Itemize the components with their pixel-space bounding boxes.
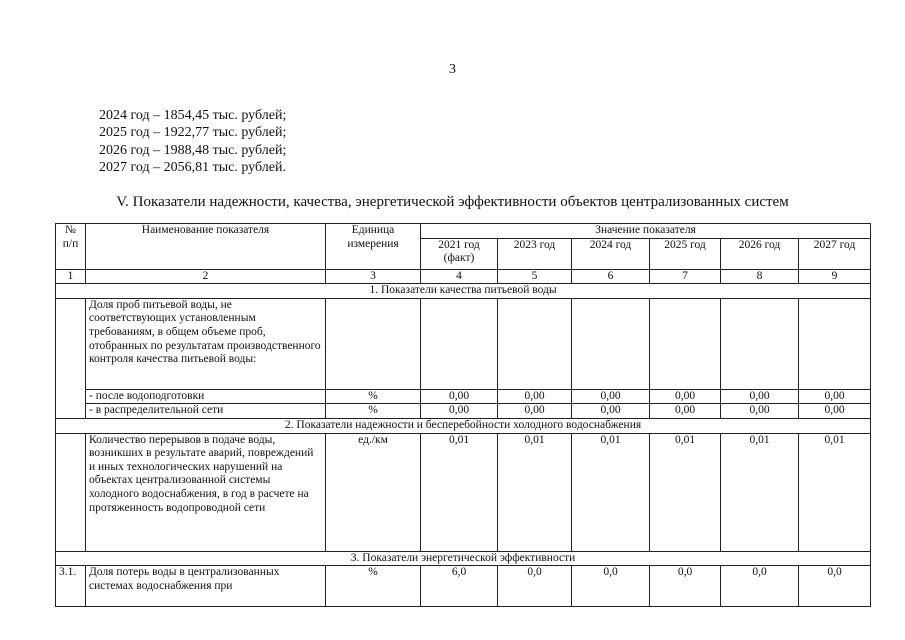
- value-cell: 0,00: [421, 389, 498, 404]
- section-heading: 1. Показатели качества питьевой воды: [56, 284, 871, 299]
- empty-cell: [421, 298, 498, 389]
- indicators-table: [55, 223, 871, 607]
- value-cell: 0,01: [721, 433, 799, 551]
- row-num: [56, 433, 86, 551]
- empty-cell: [721, 298, 799, 389]
- budget-line: 2027 год – 2056,81 тыс. рублей.: [99, 159, 286, 175]
- table-row: [56, 298, 871, 389]
- unit-cell: %: [326, 389, 421, 404]
- value-cell: 0,01: [572, 433, 650, 551]
- value-cell: 0,0: [498, 566, 572, 607]
- budget-list: [99, 107, 286, 176]
- budget-line: 2024 год – 1854,45 тыс. рублей;: [99, 108, 287, 123]
- column-number: 1: [56, 269, 86, 284]
- column-number: 6: [572, 269, 650, 284]
- value-cell: 0,00: [498, 404, 572, 419]
- header-values: Значение показателя: [421, 224, 871, 239]
- empty-cell: [498, 298, 572, 389]
- budget-line: 2025 год – 1922,77 тыс. рублей;: [99, 125, 287, 141]
- value-cell: 0,01: [799, 433, 871, 551]
- indicator-name: Доля потерь воды в централизованных системах водоснабжения при: [86, 566, 326, 607]
- value-cell: 0,00: [421, 404, 498, 419]
- unit-cell: %: [326, 404, 421, 419]
- header-year: 2023 год: [498, 238, 572, 269]
- section-heading: 3. Показатели энергетической эффективности: [56, 551, 871, 566]
- column-number: 5: [498, 269, 572, 284]
- unit-cell: ед./км: [326, 433, 421, 551]
- value-cell: 0,00: [650, 389, 721, 404]
- value-cell: 0,01: [498, 433, 572, 551]
- header-year: 2027 год: [799, 238, 871, 269]
- header-num: № п/п: [56, 224, 86, 270]
- empty-cell: [799, 298, 871, 389]
- value-cell: 0,00: [498, 389, 572, 404]
- value-cell: 0,0: [799, 566, 871, 607]
- value-cell: 0,00: [799, 389, 871, 404]
- section-row: [56, 418, 871, 433]
- value-cell: 0,01: [650, 433, 721, 551]
- indicator-name: - в распределительной сети: [86, 404, 326, 419]
- column-number: 4: [421, 269, 498, 284]
- indicator-name: Количество перерывов в подаче воды, возникших в результате аварий, повреждений и иных технологических нарушений на объектах централизованной системы холодного водоснабжения, в год в расчете на протяженность водопроводной сети: [86, 433, 326, 551]
- column-number: 7: [650, 269, 721, 284]
- indicator-name: - после водоподготовки: [86, 389, 326, 404]
- header-year: 2024 год: [572, 238, 650, 269]
- row-num: [56, 298, 86, 418]
- value-cell: 0,0: [650, 566, 721, 607]
- header-unit: Единица измерения: [326, 224, 421, 270]
- unit-cell: %: [326, 566, 421, 607]
- header-year: 2025 год: [650, 238, 721, 269]
- column-number: 3: [326, 269, 421, 284]
- column-numbers-row: [56, 269, 871, 284]
- column-number: 8: [721, 269, 799, 284]
- table-row: [56, 404, 871, 419]
- empty-cell: [326, 298, 421, 389]
- budget-line: 2026 год – 1988,48 тыс. рублей;: [99, 142, 287, 158]
- section-title: V. Показатели надежности, качества, энергетической эффективности объектов централизованных систем: [116, 194, 789, 210]
- column-number: 2: [86, 269, 326, 284]
- header-row: [56, 224, 871, 239]
- value-cell: 0,00: [650, 404, 721, 419]
- header-name: Наименование показателя: [86, 224, 326, 270]
- value-cell: 0,00: [572, 404, 650, 419]
- value-cell: 0,0: [572, 566, 650, 607]
- value-cell: 6,0: [421, 566, 498, 607]
- value-cell: 0,01: [421, 433, 498, 551]
- header-year: 2021 год (факт): [421, 238, 498, 269]
- table-row: [56, 566, 871, 607]
- indicator-name: Доля проб питьевой воды, не соответствующих установленным требованиям, в общем объеме проб, отобранных по результатам производственного контроля качества питьевой воды:: [86, 298, 326, 389]
- value-cell: 0,00: [572, 389, 650, 404]
- value-cell: 0,00: [721, 389, 799, 404]
- section-heading: 2. Показатели надежности и бесперебойности холодного водоснабжения: [56, 418, 871, 433]
- empty-cell: [572, 298, 650, 389]
- table-row: [56, 433, 871, 551]
- value-cell: 0,0: [721, 566, 799, 607]
- section-row: [56, 284, 871, 299]
- table-row: [56, 389, 871, 404]
- header-year: 2026 год: [721, 238, 799, 269]
- section-row: [56, 551, 871, 566]
- value-cell: 0,00: [799, 404, 871, 419]
- column-number: 9: [799, 269, 871, 284]
- page-number: 3: [449, 62, 456, 77]
- empty-cell: [650, 298, 721, 389]
- value-cell: 0,00: [721, 404, 799, 419]
- row-num: 3.1.: [56, 566, 86, 607]
